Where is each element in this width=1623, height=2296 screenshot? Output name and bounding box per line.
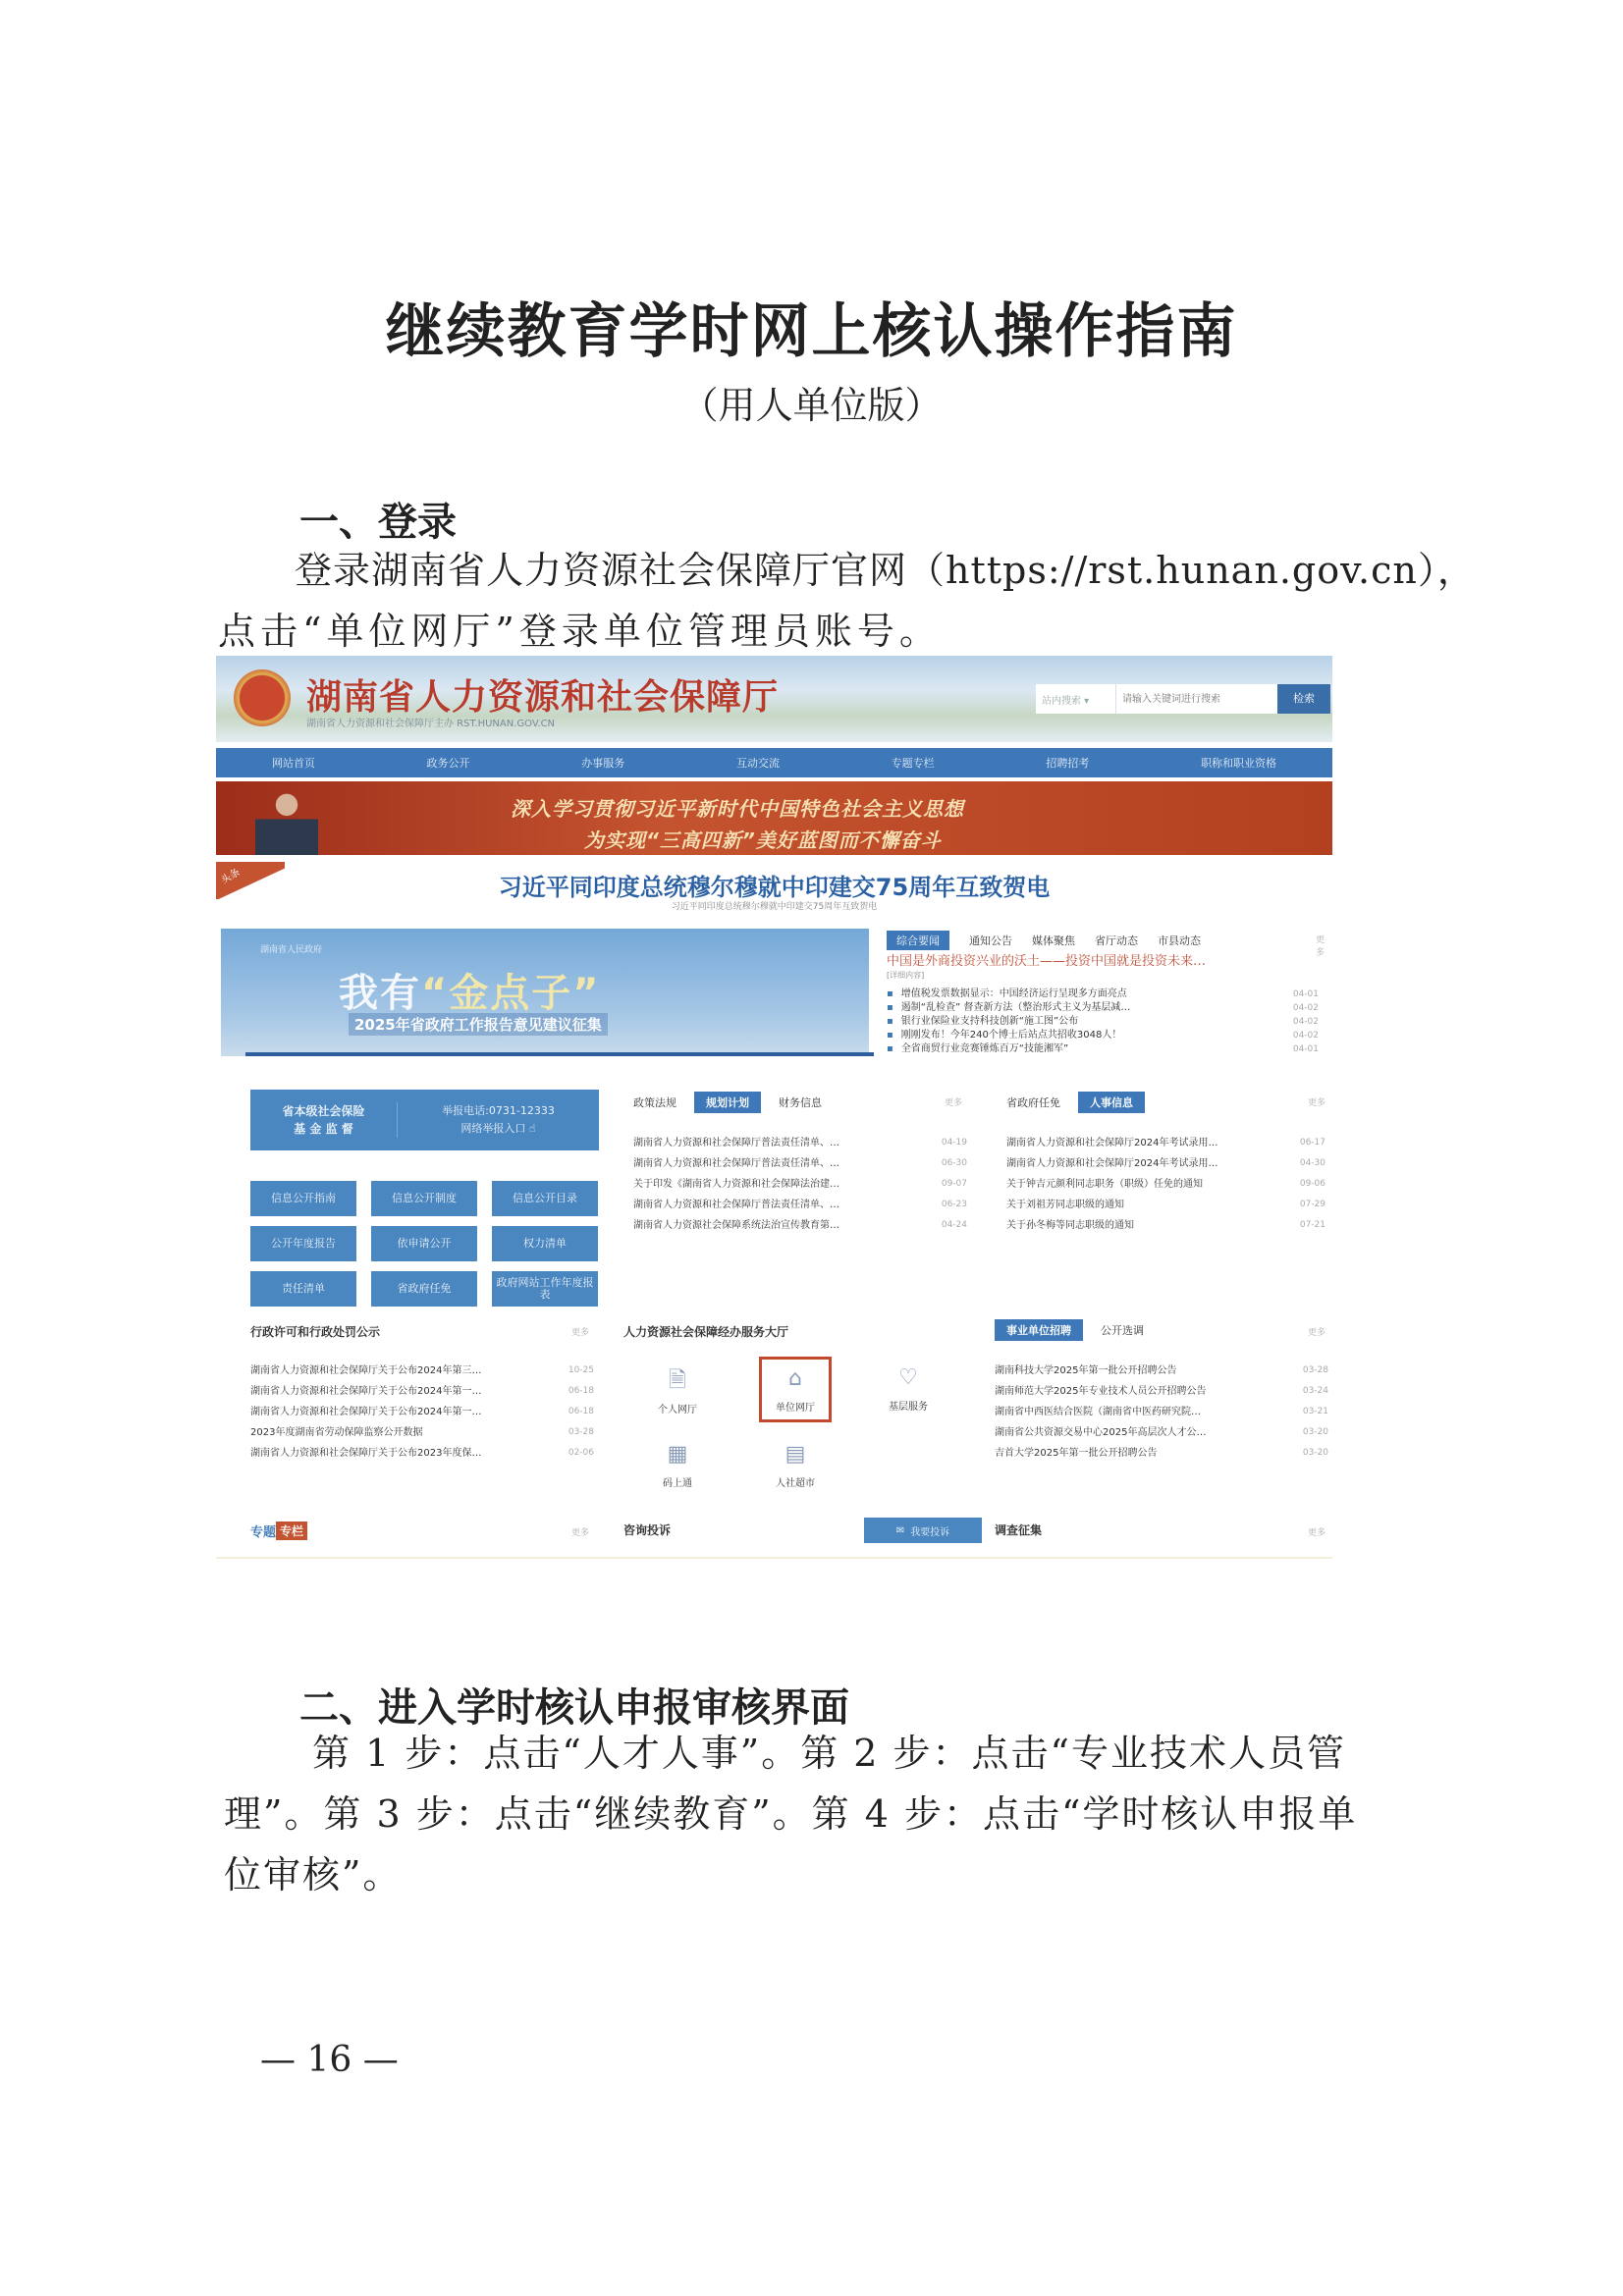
list-item[interactable]: 湖南省人力资源和社会保障厅2024年考试录用… 06-17 (1006, 1138, 1325, 1148)
list-item[interactable]: 关于孙冬梅等同志职级的通知 07-21 (1006, 1220, 1325, 1231)
search-button[interactable]: 检索 (1277, 684, 1330, 714)
tab-personnel-info[interactable]: 人事信息 (1078, 1092, 1145, 1113)
fund-supervision-box[interactable] (250, 1090, 599, 1150)
promo-divider (245, 1052, 874, 1056)
tab-planning[interactable]: 规划计划 (694, 1092, 761, 1113)
annual-report-button[interactable]: 公开年度报告 (250, 1226, 356, 1261)
promo-subtitle: 2025年省政府工作报告意见建议征集 (349, 1013, 608, 1036)
section1-para-line1: 登录湖南省人力资源社会保障厅官网（https://rst.hunan.gov.cn）， (295, 549, 1476, 592)
nav-home[interactable]: 网站首页 (271, 757, 315, 770)
recruit-tabs (995, 1319, 1144, 1341)
nav-recruitment[interactable]: 招聘招考 (1046, 757, 1090, 770)
tab-institution-recruit[interactable]: 事业单位招聘 (995, 1319, 1083, 1341)
unit-hall-button[interactable] (759, 1357, 832, 1422)
admin-more-link[interactable]: 更多 (571, 1328, 590, 1338)
news-feature-link[interactable]: 中国是外商投资兴业的沃土——投资中国就是投资未来… (887, 954, 1207, 969)
headline-section (216, 862, 1332, 916)
headline-sub-link[interactable]: 习近平同印度总统穆尔穆就中印建交75周年互致贺电 (671, 902, 878, 912)
qr-code-icon: ▦ (667, 1442, 688, 1467)
qr-code-label: 码上通 (663, 1478, 692, 1489)
portrait-image (255, 783, 318, 855)
tab-city-news[interactable]: 市县动态 (1158, 934, 1201, 947)
survey-title: 调查征集 (995, 1523, 1043, 1537)
list-item[interactable]: 关于钟吉元颜利同志职务（职级）任免的通知 09-06 (1006, 1179, 1325, 1190)
page-number: — 16 — (260, 2040, 399, 2080)
service-hall-title: 人力资源社会保障经办服务大厅 (623, 1325, 789, 1339)
personal-hall-icon: 🗎 (669, 1368, 686, 1393)
responsibility-list-button[interactable]: 责任清单 (250, 1271, 356, 1307)
envelope-icon: ✉ (895, 1524, 905, 1536)
list-item[interactable]: 湖南省公共资源交易中心2025年高层次人才公… 03-20 (995, 1427, 1328, 1438)
list-item[interactable]: 湖南科技大学2025年第一批公开招聘公告 03-28 (995, 1365, 1328, 1376)
consult-title: 咨询投诉 (623, 1523, 672, 1537)
section2-para-line1: 第 1 步：点击“人才人事”。第 2 步：点击“专业技术人员管 (312, 1732, 1346, 1775)
grassroots-service-button[interactable] (874, 1364, 943, 1413)
promo-title-b: “金点子” (421, 971, 601, 1016)
promo-gov-label: 湖南省人民政府 (260, 945, 323, 955)
admin-panel-title: 行政许可和行政处罚公示 (250, 1325, 381, 1339)
news-list (887, 988, 1319, 1056)
admin-list (250, 1361, 594, 1464)
info-catalog-button[interactable]: 信息公开目录 (492, 1181, 598, 1216)
unit-hall-label: 单位网厅 (776, 1403, 815, 1414)
tab-appointments[interactable]: 省政府任免 (1006, 1096, 1060, 1109)
list-item[interactable]: 湖南省人力资源和社会保障厅普法责任清单、… 06-30 (633, 1158, 967, 1169)
nav-gov-affairs[interactable]: 政务公开 (426, 757, 470, 770)
special-more-link[interactable]: 更多 (571, 1528, 590, 1538)
footer-divider (216, 1557, 1332, 1559)
special-label-b: 专栏 (276, 1522, 307, 1540)
hr-market-label: 人社超市 (776, 1478, 815, 1489)
list-item[interactable]: 关于刘祖芳同志职级的通知 07-29 (1006, 1200, 1325, 1210)
list-item[interactable]: 湖南师范大学2025年专业技术人员公开招聘公告 03-24 (995, 1386, 1328, 1397)
national-emblem-icon (234, 669, 291, 726)
appointments-button[interactable]: 省政府任免 (371, 1271, 477, 1307)
tab-dept-news[interactable]: 省厅动态 (1095, 934, 1138, 947)
nav-topics[interactable]: 专题专栏 (891, 757, 935, 770)
tab-notices[interactable]: 通知公告 (969, 934, 1012, 947)
policy-list (633, 1133, 967, 1236)
search-input[interactable] (1116, 684, 1277, 714)
section2-para-line3: 位审核”。 (224, 1853, 403, 1896)
news-tabs (887, 931, 1201, 950)
policy-more-link[interactable]: 更多 (945, 1098, 963, 1108)
news-detail-link[interactable]: [详细内容] (887, 971, 925, 980)
section1-heading: 一、登录 (299, 500, 457, 545)
document-subtitle: （用人单位版） (680, 384, 943, 427)
tab-finance[interactable]: 财务信息 (779, 1096, 822, 1109)
promo-title-a: 我有 (339, 971, 421, 1016)
slogan-banner[interactable] (216, 781, 1332, 855)
list-item[interactable]: ▪ 刚刚发布！今年240个博士后站点共招收3048人！ 04-02 (887, 1030, 1319, 1041)
list-item[interactable]: 吉首大学2025年第一批公开招聘公告 03-20 (995, 1448, 1328, 1459)
complaint-label: 我要投诉 (910, 1526, 950, 1538)
site-search (1036, 684, 1330, 714)
news-more-link[interactable]: 更多 (1316, 935, 1325, 958)
main-nav (216, 748, 1332, 777)
tab-media[interactable]: 媒体聚焦 (1032, 934, 1075, 947)
list-item[interactable]: 湖南省人力资源和社会保障厅关于公布2023年度保… 02-06 (250, 1448, 594, 1459)
nav-services[interactable]: 办事服务 (581, 757, 625, 770)
promo-title (339, 962, 601, 1018)
nav-titles[interactable]: 职称和职业资格 (1201, 757, 1277, 770)
personnel-more-link[interactable]: 更多 (1308, 1098, 1326, 1108)
site-subtitle: 湖南省人力资源和社会保障厅主办 RST.HUNAN.GOV.CN (306, 719, 556, 729)
site-name: 湖南省人力资源和社会保障厅 (306, 677, 780, 718)
recruit-more-link[interactable]: 更多 (1308, 1328, 1326, 1338)
tab-public-transfer[interactable]: 公开选调 (1101, 1324, 1144, 1337)
list-item[interactable]: 关于印发《湖南省人力资源和社会保障法治建… 09-07 (633, 1179, 967, 1190)
list-item[interactable]: 湖南省人力资源和社会保障厅关于公布2024年第三… 10-25 (250, 1365, 594, 1376)
nav-interaction[interactable]: 互动交流 (735, 757, 780, 770)
slogan-line1: 深入学习贯彻习近平新时代中国特色社会主义思想 (511, 797, 964, 821)
complaint-button[interactable] (864, 1518, 982, 1543)
grassroots-service-label: 基层服务 (889, 1402, 928, 1413)
tab-general-news[interactable]: 综合要闻 (887, 931, 949, 950)
list-item[interactable]: 2023年度湖南省劳动保障监察公开数据 03-28 (250, 1427, 594, 1438)
list-item[interactable]: 湖南省人力资源和社会保障厅普法责任清单、… 06-23 (633, 1200, 967, 1210)
site-banner (216, 656, 1332, 742)
headline-link[interactable]: 习近平同印度总统穆尔穆就中印建交75周年互致贺电 (498, 874, 1051, 901)
survey-more-link[interactable]: 更多 (1308, 1528, 1326, 1538)
info-disclosure-grid (250, 1181, 599, 1307)
headline-badge-label: 头条 (219, 867, 243, 886)
report-info: 举报电话:0731-12333 网络举报入口 ☝ (442, 1104, 555, 1135)
power-list-button[interactable]: 权力清单 (492, 1226, 598, 1261)
document-title: 继续教育学时网上核认操作指南 (385, 297, 1238, 366)
section2-heading: 二、进入学时核认申报审核界面 (299, 1685, 849, 1731)
unit-hall-icon: ⌂ (788, 1366, 802, 1391)
recruit-list (995, 1361, 1328, 1464)
list-item[interactable]: 湖南省人力资源和社会保障厅关于公布2024年第一… 06-18 (250, 1407, 594, 1417)
hr-market-button[interactable] (761, 1441, 830, 1489)
policy-tabs (633, 1092, 822, 1113)
fund-title: 省本级社会保险 基 金 监 督 (250, 1102, 398, 1138)
search-scope-select[interactable]: 站内搜索 ▾ (1036, 684, 1116, 714)
hand-pointer-icon: ☝ (528, 1122, 536, 1135)
website-screenshot (216, 656, 1332, 1569)
info-guide-button[interactable]: 信息公开指南 (250, 1181, 356, 1216)
info-system-button[interactable]: 信息公开制度 (371, 1181, 477, 1216)
list-item[interactable]: 湖南省人力资源和社会保障厅2024年考试录用… 04-30 (1006, 1158, 1325, 1169)
special-topics-logo[interactable] (250, 1522, 307, 1540)
list-item[interactable]: 湖南省人力资源和社会保障厅普法责任清单、… 04-19 (633, 1138, 967, 1148)
promo-banner[interactable] (221, 929, 869, 1056)
list-item[interactable]: ▪ 全省商贸行业竞赛锤炼百万“技能湘军” 04-01 (887, 1043, 1319, 1054)
special-label-a: 专题 (250, 1525, 277, 1540)
list-item[interactable]: ▪ 增值税发票数据显示：中国经济运行呈现多方面亮点 04-01 (887, 988, 1319, 999)
grassroots-service-icon: ♡ (898, 1365, 918, 1390)
personnel-tabs (1006, 1092, 1145, 1113)
website-report-button[interactable]: 政府网站工作年度报表 (492, 1271, 598, 1307)
list-item[interactable]: ▪ 遏制“乱检查” 督查新方法（整治形式主义为基层减… 04-02 (887, 1002, 1319, 1013)
personal-hall-label: 个人网厅 (658, 1405, 697, 1415)
qr-code-button[interactable] (643, 1441, 712, 1489)
list-item[interactable]: 湖南省中西医结合医院（湖南省中医药研究院… 03-21 (995, 1407, 1328, 1417)
apply-disclosure-button[interactable]: 依申请公开 (371, 1226, 477, 1261)
tab-policy[interactable]: 政策法规 (633, 1096, 676, 1109)
list-item[interactable]: 湖南省人力资源和社会保障厅关于公布2024年第一… 06-18 (250, 1386, 594, 1397)
hr-market-icon: ▤ (784, 1442, 806, 1467)
section2-para-line2: 理”。第 3 步：点击“继续教育”。第 4 步：点击“学时核认申报单 (224, 1792, 1358, 1836)
list-item[interactable]: 湖南省人力资源社会保障系统法治宣传教育第… 04-24 (633, 1220, 967, 1231)
section1-para-line2: 点击“单位网厅”登录单位管理员账号。 (218, 610, 942, 653)
slogan-line2: 为实现“三高四新”美好蓝图而不懈奋斗 (584, 828, 942, 852)
list-item[interactable]: ▪ 银行业保险业支持科技创新“施工图”公布 04-02 (887, 1016, 1319, 1027)
personnel-list (1006, 1133, 1325, 1236)
personal-hall-button[interactable] (643, 1367, 712, 1415)
